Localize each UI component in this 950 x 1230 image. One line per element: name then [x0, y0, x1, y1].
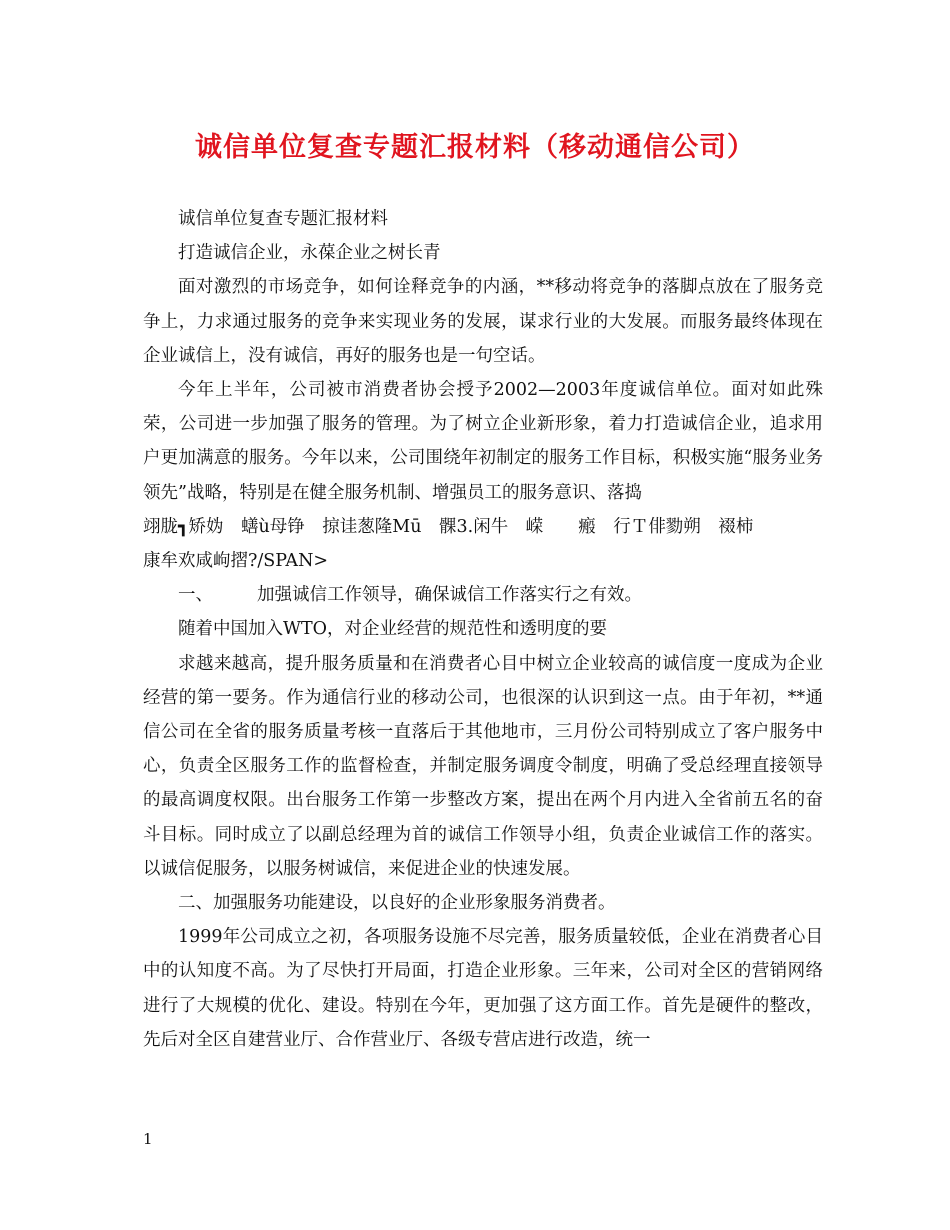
- paragraph-network: 1999年公司成立之初，各项服务设施不尽完善，服务质量较低，企业在消费者心目中的认知度不高。为了尽快打开局面，打造企业形象。三年来，公司对全区的营销网络进行了大规模的优化、建设。特别在今年，更加强了这方面工作。首先是硬件的整改，先后对全区自建营业厅、合作营业厅、各级专营店进行改造，统一: [143, 927, 823, 1050]
- paragraph-honor: 今年上半年，公司被市消费者协会授予2002—2003年度诚信单位。面对如此殊荣，公司进一步加强了服务的管理。为了树立企业新形象，着力打造诚信企业，追求用户更加满意的服务。今年以来，公司围绕年初制定的服务工作目标，积极实施“服务业务领先”战略，特别是在健全服务机制、增强员工的服务意识、落捣: [143, 380, 823, 503]
- subtitle: 诚信单位复查专题汇报材料: [178, 209, 388, 229]
- garbled-line: 翊胧┓矫妫 蟮ù母铮 掠诖葱隆Mū 髁3.闲牛 嵘 瘢 行Ｔ俳勠朔 裰柿: [143, 516, 754, 537]
- document-body: [143, 202, 823, 1057]
- section-two-heading: 二、加强服务功能建设，以良好的企业形象服务消费者。: [178, 893, 616, 914]
- section-one-heading: [143, 578, 823, 612]
- garbled-tail: 康牟欢咸岣摺?/SPAN>: [143, 551, 329, 572]
- paragraph-wto: 随着中国加入WTO，对企业经营的规范性和透明度的要: [178, 619, 608, 640]
- slogan: 打造诚信企业，永葆企业之树长青: [178, 243, 441, 264]
- paragraph-service-quality: 求越来越高，提升服务质量和在消费者心目中树立企业较高的诚信度一度成为企业经营的第一要务。作为通信行业的移动公司，也很深的认识到这一点。由于年初，**通信公司在全省的服务质量考核一直落后于其他地市，三月份公司特别成立了客户服务中心，负责全区服务工作的监督检查，并制定服务调度令制度，明确了受总经理直接领导的最高调度权限。出台服务工作第一步整改方案，提出在两个月内进入全省前五名的奋斗目标。同时成立了以副总经理为首的诚信工作领导小组，负责企业诚信工作的落实。以诚信促服务，以服务树诚信，来促进企业的快速发展。: [143, 653, 823, 879]
- document-title: 诚信单位复查专题汇报材料（移动通信公司）: [195, 132, 755, 163]
- paragraph-intro: 面对激烈的市场竞争，如何诠释竞争的内涵，**移动将竞争的落脚点放在了服务竞争上，力求通过服务的竞争来实现业务的发展，谋求行业的大发展。而服务最终体现在企业诚信上，没有诚信，再好的服务也是一句空话。: [143, 277, 823, 366]
- section-one-text: 加强诚信工作领导，确保诚信工作落实行之有效。: [257, 585, 642, 606]
- page-number: 1: [143, 1130, 153, 1148]
- section-one-number: 一、: [178, 585, 213, 606]
